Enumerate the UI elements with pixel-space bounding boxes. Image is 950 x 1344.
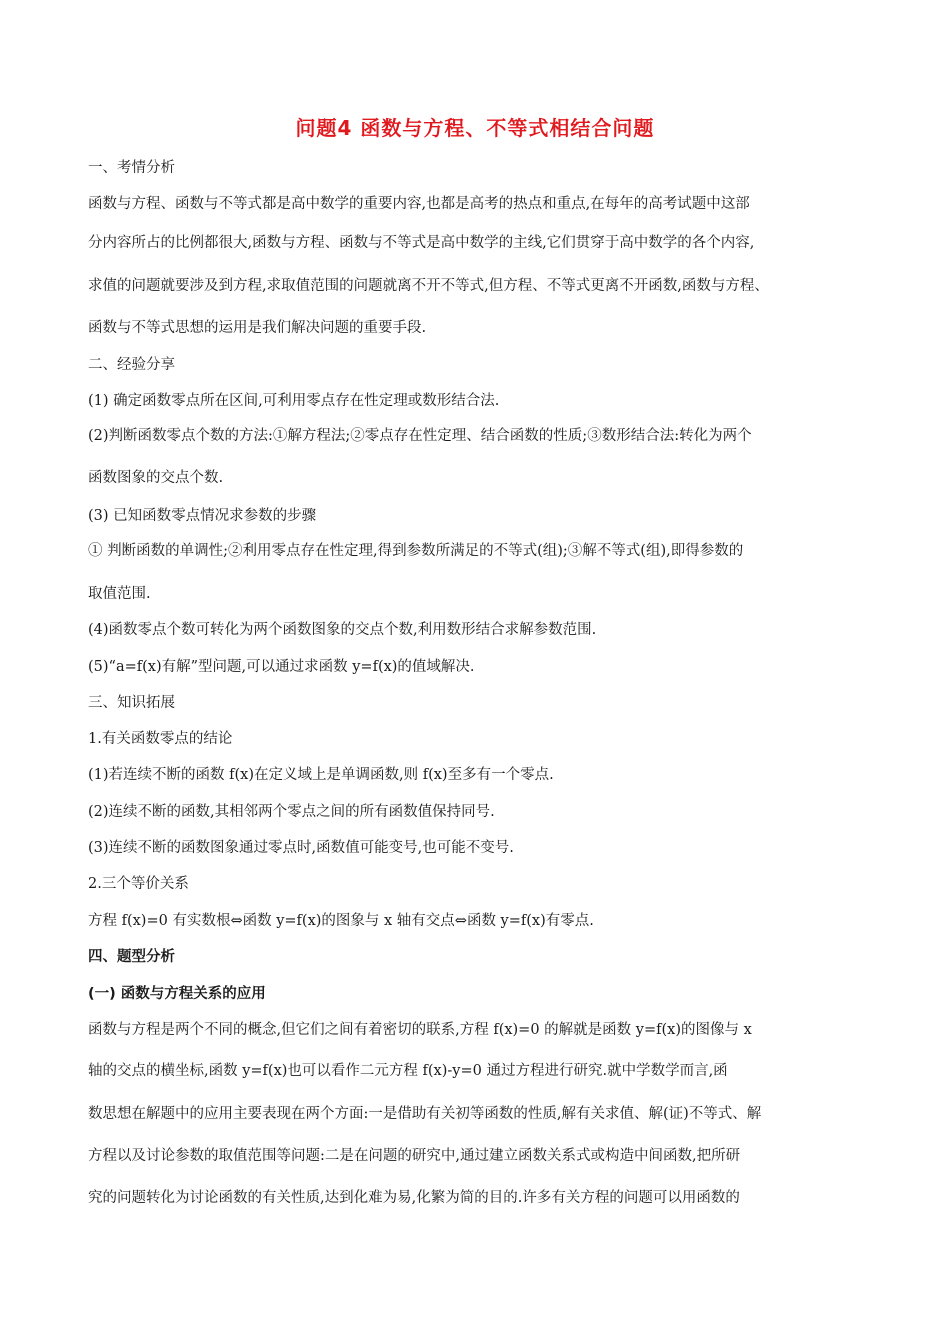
- list-item: (2)连续不断的函数,其相邻两个零点之间的所有函数值保持同号.: [88, 804, 495, 820]
- paragraph-line: 函数图象的交点个数.: [88, 470, 224, 486]
- section-heading: 一、考情分析: [88, 160, 175, 176]
- list-item: (4)函数零点个数可转化为两个函数图象的交点个数,利用数形结合求解参数范围.: [88, 622, 597, 638]
- paragraph-line: 数思想在解题中的应用主要表现在两个方面:一是借助有关初等函数的性质,解有关求值、解(证)不等式、解: [88, 1106, 762, 1122]
- page-title: 问题4 函数与方程、不等式相结合问题: [295, 116, 655, 140]
- section-heading: 四、题型分析: [88, 949, 175, 965]
- paragraph-line: 函数与方程、函数与不等式都是高中数学的重要内容,也都是高考的热点和重点,在每年的高考试题中这部: [88, 196, 750, 212]
- section-heading: 二、经验分享: [88, 357, 175, 373]
- list-item: (3) 已知函数零点情况求参数的步骤: [88, 508, 317, 524]
- list-item: (1)若连续不断的函数 f(x)在定义域上是单调函数,则 f(x)至多有一个零点.: [88, 767, 554, 783]
- paragraph-line: 方程以及讨论参数的取值范围等问题:二是在问题的研究中,通过建立函数关系式或构造中间函数,把所研: [88, 1148, 741, 1164]
- paragraph-line: 分内容所占的比例都很大,函数与方程、函数与不等式是高中数学的主线,它们贯穿于高中数学的各个内容,: [88, 235, 755, 251]
- list-item: (5)“a=f(x)有解”型问题,可以通过求函数 y=f(x)的值域解决.: [88, 659, 475, 675]
- paragraph-line: 方程 f(x)=0 有实数根⇔函数 y=f(x)的图象与 x 轴有交点⇔函数 y=f(x)有零点.: [88, 913, 594, 929]
- paragraph-line: 取值范围.: [88, 586, 151, 602]
- section-heading: 三、知识拓展: [88, 695, 175, 711]
- list-item: (1) 确定函数零点所在区间,可利用零点存在性定理或数形结合法.: [88, 393, 500, 409]
- subsection-heading: (一) 函数与方程关系的应用: [88, 986, 266, 1002]
- paragraph-line: 轴的交点的横坐标,函数 y=f(x)也可以看作二元方程 f(x)-y=0 通过方程进行研究.就中学数学而言,函: [88, 1063, 728, 1079]
- subsection-heading: 1.有关函数零点的结论: [88, 731, 233, 747]
- subsection-heading: 2.三个等价关系: [88, 876, 189, 892]
- paragraph-line: 究的问题转化为讨论函数的有关性质,达到化难为易,化繁为简的目的.许多有关方程的问题可以用函数的: [88, 1190, 740, 1206]
- list-item: (3)连续不断的函数图象通过零点时,函数值可能变号,也可能不变号.: [88, 840, 514, 856]
- list-item: ① 判断函数的单调性;②利用零点存在性定理,得到参数所满足的不等式(组);③解不等式(组),即得参数的: [88, 543, 744, 559]
- paragraph-line: 求值的问题就要涉及到方程,求取值范围的问题就离不开不等式,但方程、不等式更离不开函数,函数与方程、: [88, 278, 769, 294]
- list-item: (2)判断函数零点个数的方法:①解方程法;②零点存在性定理、结合函数的性质;③数形结合法:转化为两个: [88, 428, 752, 444]
- paragraph-line: 函数与方程是两个不同的概念,但它们之间有着密切的联系,方程 f(x)=0 的解就是函数 y=f(x)的图像与 x: [88, 1022, 752, 1038]
- paragraph-line: 函数与不等式思想的运用是我们解决问题的重要手段.: [88, 320, 427, 336]
